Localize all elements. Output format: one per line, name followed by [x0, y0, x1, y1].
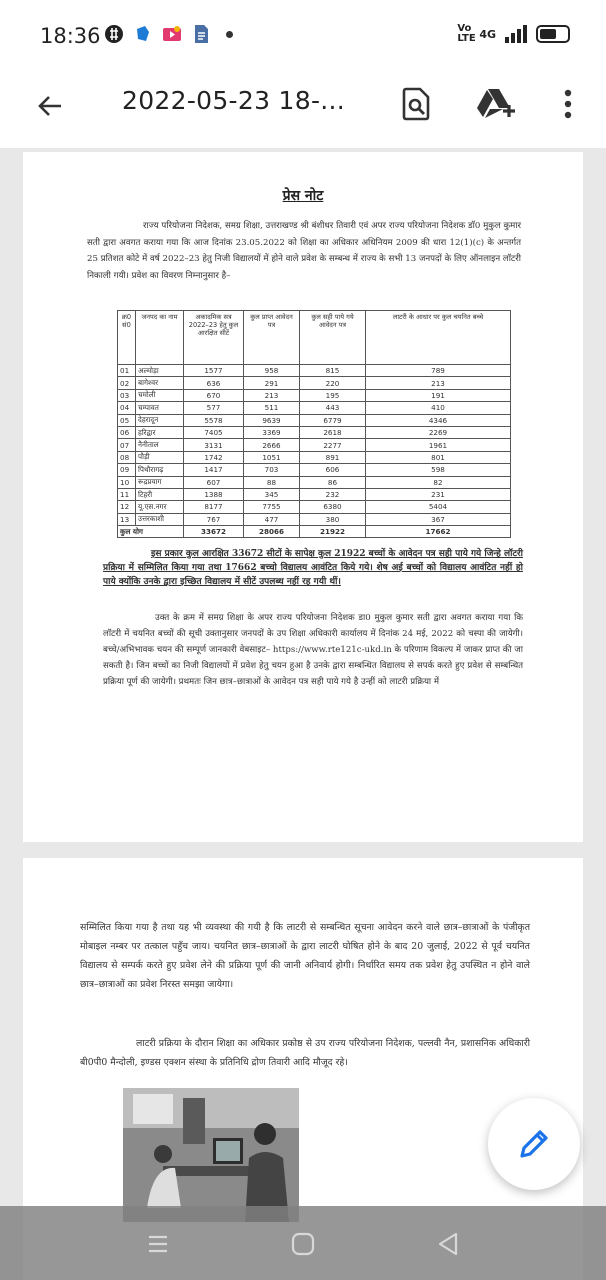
cell-received: 7755: [244, 501, 300, 513]
cell-reserved: 607: [184, 476, 244, 488]
status-bar: [0, 0, 606, 72]
cell-district: रूद्रप्रयाग: [136, 476, 184, 488]
header-reserved-seats: अकादमिक सत्र 2022–23 हेतु कुल आरक्षित सीटें: [184, 311, 244, 365]
header-district: जनपद का नाम: [136, 311, 184, 365]
cell-district: पिथौरागढ़: [136, 464, 184, 476]
cell-received: 3369: [244, 426, 300, 438]
recents-icon: [147, 1233, 169, 1255]
cell-received: 213: [244, 389, 300, 401]
cell-district: अल्मोड़ा: [136, 365, 184, 377]
table-row: [118, 451, 511, 463]
cell-serial: 02: [118, 377, 136, 389]
status-time: 18:36: [40, 24, 101, 48]
table-row: [118, 501, 511, 513]
table-row: [118, 377, 511, 389]
cell-serial: 11: [118, 488, 136, 500]
cell-selected: 82: [366, 476, 511, 488]
signal-icon: [504, 24, 528, 44]
cell-district: उत्तरकाशी: [136, 513, 184, 525]
cell-received: 88: [244, 476, 300, 488]
press-note-heading: प्रेस नोट: [282, 188, 324, 204]
table-row: [118, 488, 511, 500]
cell-selected: 213: [366, 377, 511, 389]
cell-district: यू.एस.नगर: [136, 501, 184, 513]
table-row: [118, 426, 511, 438]
table-body: [118, 365, 511, 538]
cell-received: 345: [244, 488, 300, 500]
lottery-results-table: [117, 310, 511, 538]
header-valid-applications: कुल सही पाये गये आवेदन पत्र: [300, 311, 366, 365]
total-reserved: 33672: [184, 526, 244, 538]
add-to-drive-button[interactable]: [474, 82, 518, 126]
more-notifications-dot: [226, 31, 233, 38]
cell-valid: 232: [300, 488, 366, 500]
cell-selected: 789: [366, 365, 511, 377]
shield-app-icon: [133, 24, 153, 44]
cell-valid: 380: [300, 513, 366, 525]
cell-valid: 195: [300, 389, 366, 401]
cell-serial: 13: [118, 513, 136, 525]
back-triangle-icon: [437, 1232, 459, 1256]
cell-reserved: 767: [184, 513, 244, 525]
cell-reserved: 1742: [184, 451, 244, 463]
cell-selected: 598: [366, 464, 511, 476]
table-total-row: [118, 526, 511, 538]
cell-serial: 06: [118, 426, 136, 438]
more-vert-icon: [563, 88, 573, 120]
cell-reserved: 1577: [184, 365, 244, 377]
system-nav-bar: [0, 1206, 606, 1280]
cell-serial: 03: [118, 389, 136, 401]
table-row: [118, 389, 511, 401]
cell-received: 9639: [244, 414, 300, 426]
total-label: कुल योग: [118, 526, 184, 538]
cell-valid: 891: [300, 451, 366, 463]
officials-at-computer-image: [123, 1088, 299, 1222]
cell-received: 703: [244, 464, 300, 476]
cell-selected: 801: [366, 451, 511, 463]
cell-reserved: 8177: [184, 501, 244, 513]
app-bar: [0, 72, 606, 148]
table-row: [118, 414, 511, 426]
cell-received: 511: [244, 402, 300, 414]
find-in-document-button[interactable]: [394, 82, 438, 126]
cell-valid: 2618: [300, 426, 366, 438]
cell-selected: 4346: [366, 414, 511, 426]
cell-district: टिहरी: [136, 488, 184, 500]
table-row: [118, 439, 511, 451]
hashtag-app-icon: [104, 24, 124, 44]
result-info-paragraph: उक्त के क्रम में समग्र शिक्षा के अपर राज्य परियोजना निदेशक डा0 मुकुल कुमार सती द्वारा अवगत कराया गया कि लॉटरी में चयनित बच्चों की सूची उक्तानुसार जनपदों के उप शिक्षा अधिकारी कार्यालय में दिनांक 24 मई, 2022 को चस्पा की जायेगी। बच्चे/अभिभावक चयन की सम्पूर्ण जानकारी वेबसाइट– https://www.rte121c-ukd.in के परिणाम विकल्प में जाकर प्राप्त की जा सकती है। जिन बच्चों का निजी विद्यालयों में प्रवेश हेतु चयन हुआ है उनके द्वारा सम्बन्धित विद्यालय से सपर्क करते हुए प्रवेश से सम्बन्धित प्रक्रिया पूर्ण की जायेगी। प्रथमतः जिन छात्र–छात्राओं के आवेदन पत्र सही पाये गये है उन्हीं को लाटरी प्रक्रिया में: [103, 613, 523, 687]
total-valid: 21922: [300, 526, 366, 538]
cell-serial: 07: [118, 439, 136, 451]
more-options-button[interactable]: [546, 82, 590, 126]
cell-received: 958: [244, 365, 300, 377]
table-row: [118, 365, 511, 377]
home-button[interactable]: [283, 1224, 323, 1264]
cell-district: हरिद्वार: [136, 426, 184, 438]
back-button[interactable]: [28, 84, 72, 128]
network-type: 4G: [479, 27, 496, 41]
lottery-event-photo: [123, 1088, 299, 1222]
cell-received: 1051: [244, 451, 300, 463]
cell-received: 2666: [244, 439, 300, 451]
cell-valid: 815: [300, 365, 366, 377]
cell-district: देहरादून: [136, 414, 184, 426]
total-selected: 17662: [366, 526, 511, 538]
cell-serial: 09: [118, 464, 136, 476]
pdf-page-1: [23, 152, 583, 842]
search-document-icon: [400, 87, 432, 121]
table-row: [118, 513, 511, 525]
nav-back-button[interactable]: [428, 1224, 468, 1264]
cell-received: 291: [244, 377, 300, 389]
header-applications-received: कुल प्राप्त आवेदन पत्र: [244, 311, 300, 365]
cell-district: नैनीताल: [136, 439, 184, 451]
notification-icons: [104, 24, 233, 44]
cell-selected: 191: [366, 389, 511, 401]
edit-fab-button[interactable]: [488, 1098, 580, 1190]
drive-add-icon: [476, 86, 516, 122]
cell-selected: 2269: [366, 426, 511, 438]
cell-valid: 2277: [300, 439, 366, 451]
cell-district: बागेश्वर: [136, 377, 184, 389]
cell-reserved: 7405: [184, 426, 244, 438]
back-arrow-icon: [36, 92, 64, 120]
header-serial: क्र0 सं0: [118, 311, 136, 365]
edit-pencil-icon: [517, 1127, 551, 1161]
system-status: [457, 24, 570, 44]
cell-valid: 220: [300, 377, 366, 389]
cell-valid: 606: [300, 464, 366, 476]
cell-valid: 6779: [300, 414, 366, 426]
cell-serial: 01: [118, 365, 136, 377]
cell-serial: 08: [118, 451, 136, 463]
doc-app-icon: [191, 24, 211, 44]
document-title: 2022-05-23 18-...: [122, 86, 346, 115]
table-row: [118, 402, 511, 414]
recents-button[interactable]: [138, 1224, 178, 1264]
cell-reserved: 1417: [184, 464, 244, 476]
cell-selected: 1961: [366, 439, 511, 451]
volte-label: Vo LTE: [457, 23, 476, 44]
cell-selected: 231: [366, 488, 511, 500]
cell-district: पौड़ी: [136, 451, 184, 463]
cell-valid: 6380: [300, 501, 366, 513]
table-row: [118, 476, 511, 488]
cell-reserved: 577: [184, 402, 244, 414]
summary-paragraph: इस प्रकार कुल आरक्षित 33672 सीटों के सापेक्ष कुल 21922 बच्चों के आवेदन पत्र सही पाये गये जिन्हे लॉटरी प्रक्रिया में सम्मिलित किया गया तथा 17662 बच्चो विद्यालय आवंटित किये गये। शेष अई बच्चों को विद्यालय आवंटित नहीं हो पाये क्योंकि उनके द्वारा इच्छित विद्यालय में सीटें उपलब्ध नहीं रह गयी थीं।: [103, 549, 523, 587]
attendees-paragraph: लाटरी प्रक्रिया के दौरान शिक्षा का अधिकार प्रकोष्ठ से उप राज्य परियोजना निदेशक, पल्लवी नैन, प्रशासनिक अधिकारी बी0पी0 मैन्दोली, इण्डस एक्शन संस्था के प्रतिनिधि द्रोण तिवारी आदि मौजूद रहे।: [80, 1038, 530, 1068]
cell-district: चमोली: [136, 389, 184, 401]
battery-icon: [536, 25, 570, 43]
cell-serial: 05: [118, 414, 136, 426]
cell-selected: 5404: [366, 501, 511, 513]
cell-reserved: 636: [184, 377, 244, 389]
total-received: 28066: [244, 526, 300, 538]
table-row: [118, 464, 511, 476]
cell-valid: 86: [300, 476, 366, 488]
video-app-icon: [162, 24, 182, 44]
header-selected-children: लाटरी के आधार पर कुल चयनित बच्चे: [366, 311, 511, 365]
home-icon: [291, 1232, 315, 1256]
cell-serial: 12: [118, 501, 136, 513]
cell-reserved: 5578: [184, 414, 244, 426]
table-header-row: [118, 311, 511, 365]
intro-paragraph: राज्य परियोजना निदेशक, समग्र शिक्षा, उत्तराखण्ड श्री बंशीधर तिवारी एवं अपर राज्य परियोजना निदेशक डॉ0 मुकुल कुमार सती द्वारा अवगत कराया गया कि आज दिनांक 23.05.2022 को शिक्षा का अधिकार अधिनियम 2009 की धारा 12(1)(c) के अन्तर्गत 25 प्रतिशत कोटे में वर्ष 2022–23 हेतु निजी विद्यालयों में होने वाले प्रवेश के सम्बन्ध में राज्य के सभी 13 जनपदों के लिए ऑनलाइन लॉटरी निकाली गयी। प्रवेश का विवरण निम्नानुसार है–: [87, 221, 521, 281]
cell-serial: 04: [118, 402, 136, 414]
cell-received: 477: [244, 513, 300, 525]
cell-district: चम्पावत: [136, 402, 184, 414]
cell-reserved: 1388: [184, 488, 244, 500]
cell-selected: 410: [366, 402, 511, 414]
cell-reserved: 3131: [184, 439, 244, 451]
cell-valid: 443: [300, 402, 366, 414]
cell-serial: 10: [118, 476, 136, 488]
cell-selected: 367: [366, 513, 511, 525]
continuation-paragraph: सम्मिलित किया गया है तथा यह भी व्यवस्था की गयी है कि लाटरी से सम्बन्धित सूचना आवेदन करने वाले छात्र–छात्राओं के पंजीकृत मोबाइल नम्बर पर तत्काल पहुँच जाय। चयनित छात्र–छात्राओं के द्वारा लाटरी घोषित होने के बाद 20 जुलाई, 2022 से पूर्व चयनित विद्यालय से सम्पर्क करते हुए प्रवेश लेने की प्रक्रिया पूर्ण की जानी अनिवार्य होगी। निर्धारित समय तक प्रवेश हेतु उपस्थित न होने वाले छात्र–छात्राओं का प्रवेश निरस्त समझा जायेगा।: [80, 922, 530, 990]
cell-reserved: 670: [184, 389, 244, 401]
